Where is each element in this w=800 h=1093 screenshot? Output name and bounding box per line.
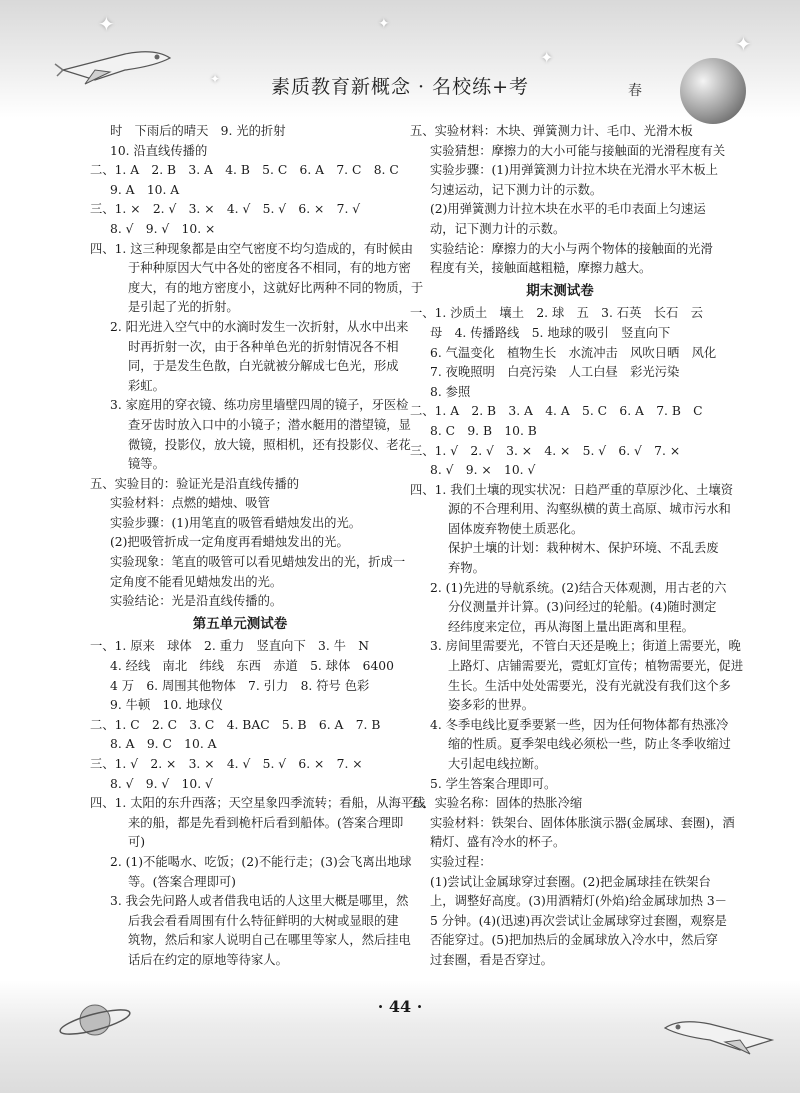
page-header: [0, 0, 800, 118]
answer-line: 10. 沿直线传播的: [110, 143, 208, 158]
answer-line: 固体废弃物使土质恶化。: [448, 521, 584, 536]
answer-line: 彩虹。: [128, 378, 165, 393]
answer-line: 二、1. C 2. C 3. C 4. BAC 5. B 6. A 7. B: [90, 717, 381, 732]
answer-line: 4 万 6. 周围其他物体 7. 引力 8. 符号 色彩: [110, 678, 370, 693]
answer-line: 6. 气温变化 植物生长 水流冲击 风吹日晒 风化: [430, 345, 717, 360]
answer-line: 弃物。: [448, 561, 485, 576]
answer-line: 五、实验目的：验证光是沿直线传播的: [90, 476, 300, 491]
answer-line: 2. (1)先进的导航系统。(2)结合天体观测，用古老的六: [430, 580, 727, 595]
answer-line: 镜等。: [128, 457, 165, 472]
answer-line: (2)用弹簧测力计拉木块在水平的毛巾表面上匀速运: [430, 202, 706, 217]
answer-line: 生长。生活中处处需要光，没有光就没有我们这个多: [448, 678, 731, 693]
answer-line: 三、1. √ 2. √ 3. × 4. × 5. √ 6. √ 7. ×: [410, 443, 681, 458]
star-icon: ✦: [735, 32, 752, 56]
star-icon: ✦: [378, 16, 390, 32]
answer-line: 8. √ 9. √ 10. √: [110, 776, 213, 791]
answer-line: 保护土壤的计划：栽种树木、保护环境、不乱丢废: [448, 541, 719, 556]
answer-line: 二、1. A 2. B 3. A 4. A 5. C 6. A 7. B C: [410, 404, 703, 419]
answer-line: 一、1. 沙质土 壤土 2. 球 五 3. 石英 长石 云: [410, 306, 703, 321]
answer-line: 实验猜想：摩擦力的大小可能与接触面的光滑程度有关: [430, 143, 726, 158]
answer-line: 母 4. 传播路线 5. 地球的吸引 竖直向下: [430, 325, 671, 340]
answer-line: 于种种原因大气中各处的密度各不相同，有的地方密: [128, 261, 411, 276]
answer-line: 四、1. 我们土壤的现实状况：日趋严重的草原沙化、土壤资: [410, 482, 734, 497]
answer-line: 筑物，然后和家人说明自己在哪里等家人，然后挂电: [128, 933, 411, 948]
space-shuttle-icon: [660, 1010, 780, 1056]
answer-line: 来的船，都是先看到桅杆后看到船体。(答案合理即: [128, 815, 404, 830]
answer-line: 实验结论：摩擦力的大小与两个物体的接触面的光滑: [430, 241, 713, 256]
answer-line: 时再折射一次，由于各种单色光的折射情况各不相: [128, 339, 399, 354]
answer-line: 2. 阳光进入空气中的水滴时发生一次折射，从水中出来: [110, 319, 409, 334]
answer-line: 实验过程：: [430, 854, 492, 869]
section-title: 第五单元测试卷: [192, 615, 288, 632]
answer-line: 匀速运动，记下测力计的示数。: [430, 182, 603, 197]
answer-line: 8. 参照: [430, 384, 471, 399]
answer-line: 动，记下测力计的示数。: [430, 221, 566, 236]
star-icon: ✦: [98, 12, 115, 36]
answer-line: (2)把吸管折成一定角度再看蜡烛发出的光。: [110, 535, 349, 550]
page-title: 素质教育新概念 · 名校练+考: [270, 76, 530, 98]
answer-line: 经纬度来定位，再从海图上量出距离和里程。: [448, 619, 694, 634]
answer-line: 8. A 9. C 10. A: [110, 737, 217, 752]
answer-line: 五、实验名称：固体的热胀冷缩: [410, 796, 583, 811]
answer-line: 实验材料：铁架台、固体体胀演示器(金属球、套圈)，酒: [430, 815, 735, 830]
answer-line: 大引起电线拉断。: [448, 757, 547, 771]
answer-line: 8. √ 9. √ 10. ×: [110, 221, 216, 236]
answer-line: 否能穿过。(5)把加热后的金属球放入冷水中，然后穿: [430, 933, 718, 948]
answer-line: 四、1. 太阳的东升西落；天空星象四季流转；看船，从海平线: [90, 796, 426, 811]
answer-line: 实验步骤：(1)用弹簧测力计拉木块在光滑水平木板上: [430, 163, 718, 178]
answer-line: 8. C 9. B 10. B: [430, 423, 537, 438]
answer-line: 可): [128, 835, 146, 850]
answer-line: 源的不合理利用、沟壑纵横的黄土高原、城市污水和: [448, 502, 731, 517]
answer-line: 后我会看看周围有什么特征鲜明的大树或显眼的建: [128, 913, 399, 928]
left-column: [90, 122, 426, 971]
answer-line: 五、实验材料：木块、弹簧测力计、毛巾、光滑木板: [410, 124, 693, 138]
answer-line: 上路灯、店铺需要光，霓虹灯宣传；植物需要光，促进: [448, 659, 744, 674]
answer-line: 4. 经线 南北 纬线 东西 赤道 5. 球体 6400: [110, 659, 394, 674]
answer-line: 分仪测量并计算。(3)问经过的轮船。(4)随时测定: [448, 600, 717, 615]
answer-line: 9. 牛顿 10. 地球仪: [110, 698, 223, 713]
right-column: [410, 122, 744, 971]
answer-line: 3. 我会先问路人或者借我电话的人这里大概是哪里，然: [110, 894, 409, 909]
page-number: · 44 ·: [377, 997, 423, 1016]
answer-line: 等。(答案合理即可): [128, 874, 236, 889]
answer-line: 缩的性质。夏季架电线必须松一些，防止冬季收缩过: [448, 737, 731, 752]
answer-line: 5. 学生答案合理即可。: [430, 776, 557, 791]
answer-line: 姿多彩的世界。: [448, 698, 535, 713]
answer-line: 话后在约定的原地等待家人。: [128, 952, 288, 967]
star-icon: ✦: [210, 72, 221, 86]
answer-line: 是引起了光的折射。: [128, 300, 239, 315]
answer-line: 定角度不能看见蜡烛发出的光。: [110, 574, 283, 589]
answer-line: 精灯、盛有冷水的杯子。: [430, 835, 566, 850]
answer-line: 同，于是发生色散，白光就被分解成七色光，形成: [128, 359, 399, 374]
answer-line: 程度有关，接触面越粗糙，摩擦力越大。: [430, 261, 652, 276]
answer-line: (1)尝试让金属球穿过套圈。(2)把金属球挂在铁架台: [430, 874, 711, 889]
section-title: 期末测试卷: [526, 282, 594, 299]
answer-line: 9. A 10. A: [110, 182, 180, 197]
answer-line: 3. 房间里需要光，不管白天还是晚上；街道上需要光，晚: [430, 639, 741, 654]
star-icon: ✦: [540, 48, 554, 67]
answer-line: 四、1. 这三种现象都是由空气密度不均匀造成的，有时候由: [90, 241, 414, 256]
answer-line: 4. 冬季电线比夏季要紧一些，因为任何物体都有热涨冷: [430, 717, 729, 732]
answer-line: 实验现象：笔直的吸管可以看见蜡烛发出的光，折成一: [110, 555, 406, 570]
answer-line: 3. 家庭用的穿衣镜、练功房里墙壁四周的镜子，牙医检: [110, 398, 409, 413]
answer-line: 微镜，投影仪，放大镜，照相机，还有投影仪、老花: [128, 437, 411, 452]
answer-line: 实验结论：光是沿直线传播的。: [110, 594, 283, 609]
answer-line: 实验材料：点燃的蜡烛、吸管: [110, 496, 270, 511]
answer-line: 过套圈，看是否穿过。: [430, 952, 553, 967]
answer-line: 度大，有的地方密度小，这就好比两种不同的物质，于: [128, 280, 424, 295]
answer-line: 三、1. × 2. √ 3. × 4. √ 5. √ 6. × 7. √: [90, 202, 361, 217]
answer-line: 2. (1)不能喝水、吃饭；(2)不能行走；(3)会飞离出地球: [110, 854, 412, 869]
answer-line: 7. 夜晚照明 白亮污染 人工白昼 彩光污染: [430, 365, 680, 380]
answer-line: 查牙齿时放入口中的小镜子；潜水艇用的潜望镜，显: [128, 417, 411, 432]
answer-line: 上，调整好高度。(3)用酒精灯(外焰)给金属球加热 3－: [430, 894, 727, 909]
season-label: 春: [628, 83, 642, 99]
answer-line: 二、1. A 2. B 3. A 4. B 5. C 6. A 7. C 8. C: [90, 163, 399, 178]
answer-line: 5 分钟。(4)(迅速)再次尝试让金属球穿过套圈，观察是: [430, 913, 727, 928]
answer-line: 三、1. √ 2. × 3. × 4. √ 5. √ 6. × 7. ×: [90, 757, 363, 771]
answer-line: 8. √ 9. × 10. √: [430, 463, 536, 478]
answer-line: 时 下雨后的晴天 9. 光的折射: [110, 124, 286, 138]
answer-line: 实验步骤：(1)用笔直的吸管看蜡烛发出的光。: [110, 515, 362, 530]
answer-line: 一、1. 原来 球体 2. 重力 竖直向下 3. 牛 N: [90, 639, 370, 654]
